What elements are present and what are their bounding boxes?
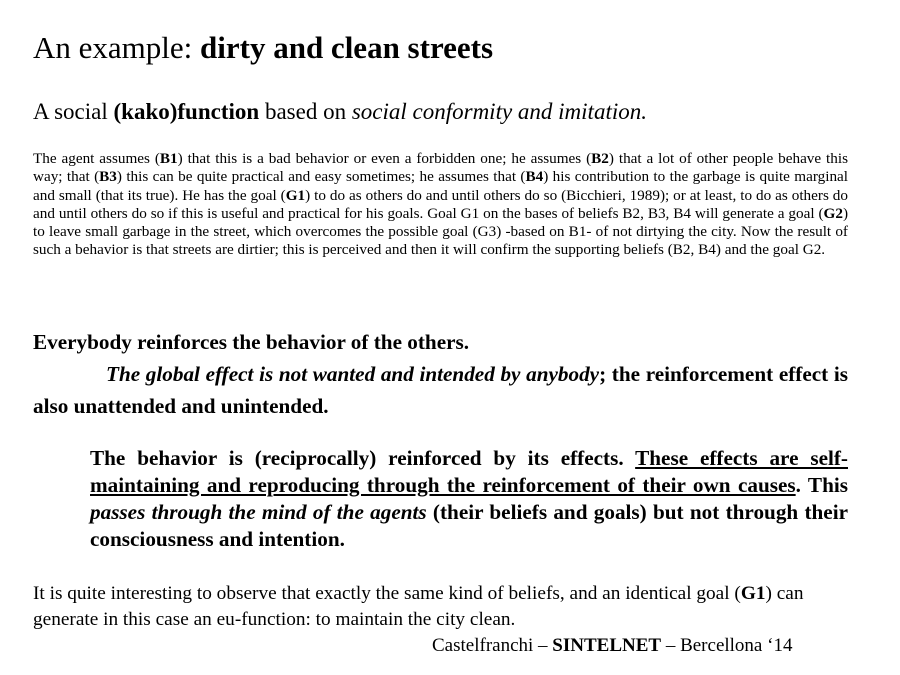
block-text: (their beliefs and goals) but not through their consciousness and intention. bbox=[90, 500, 848, 551]
goal-g1: G1 bbox=[285, 186, 306, 204]
block-text: The behavior is (reciprocally) reinforced by its effects. bbox=[90, 446, 636, 470]
block-italic: passes through the mind of the agents bbox=[90, 500, 427, 524]
block-text: . This bbox=[795, 473, 848, 497]
para-text: ) this can be quite practical and easy sometimes; he assumes that ( bbox=[116, 168, 526, 186]
footer-place: – Bercellona ‘14 bbox=[661, 635, 793, 656]
closing-goal-g1: G1 bbox=[740, 583, 766, 604]
para-text: ) to leave small garbage in the street, which overcomes the possible goal (G3) -based on B1- of not dirtying the city. Now the result of such a behavior is that streets are dirtier; this is perceived and then it will confirm the supporting beliefs (B2, B4) and the goal G2. bbox=[33, 204, 848, 259]
belief-b3: B3 bbox=[99, 168, 117, 186]
para-text: ) that this is a bad behavior or even a forbidden one; he assumes ( bbox=[177, 150, 592, 167]
goal-g2: G2 bbox=[823, 204, 843, 222]
para-text: ) that a lot of other people behave this way; that ( bbox=[33, 150, 848, 186]
para-text: ) to do as others do and until others do so (Bicchieri, 1989); or at least, to do as others do and until others do so if this is useful and practical for his goals. Goal G1 on the bases of beliefs B2, B3, B4 will generate a goal ( bbox=[33, 186, 848, 222]
reinforcement-line-2 bbox=[33, 358, 848, 422]
subtitle-part-b: (kako)function bbox=[113, 99, 260, 124]
reciprocal-reinforcement-block bbox=[90, 445, 848, 553]
reinforcement-section bbox=[33, 326, 848, 422]
slide-footer bbox=[432, 634, 862, 658]
title-prefix: An example: bbox=[33, 30, 201, 65]
global-effect-italic: The global effect is not wanted and intended by anybody bbox=[106, 362, 600, 386]
belief-b4: B4 bbox=[525, 168, 544, 186]
block-underlined: These effects are self-maintaining and reproducing through the reinforcement of their own causes bbox=[90, 446, 848, 497]
slide-title bbox=[33, 28, 873, 68]
title-bold: dirty and clean streets bbox=[200, 30, 494, 65]
reinforcement-rest: ; the reinforcement effect is also unattended and unintended. bbox=[33, 362, 848, 418]
footer-project: SINTELNET bbox=[552, 635, 662, 656]
footer-author: Castelfranchi – bbox=[432, 635, 553, 656]
closing-paragraph bbox=[33, 581, 848, 633]
belief-b2: B2 bbox=[591, 150, 609, 167]
closing-text: ) can generate in this case an eu-function: to maintain the city clean. bbox=[33, 583, 804, 630]
subtitle-part-d: social conformity and imitation. bbox=[351, 99, 647, 124]
closing-text: It is quite interesting to observe that exactly the same kind of beliefs, and an identical goal ( bbox=[33, 583, 741, 604]
agent-paragraph bbox=[33, 150, 848, 260]
subtitle-part-a: A social bbox=[33, 99, 114, 124]
slide-subtitle bbox=[33, 96, 873, 128]
para-text: The agent assumes ( bbox=[33, 150, 160, 167]
reinforcement-line-1: Everybody reinforces the behavior of the others. bbox=[33, 330, 470, 354]
subtitle-part-c: based on bbox=[259, 99, 352, 124]
para-text: ) his contribution to the garbage is quite marginal and small (that its true). He has the goal ( bbox=[33, 168, 849, 204]
belief-b1: B1 bbox=[159, 150, 178, 167]
